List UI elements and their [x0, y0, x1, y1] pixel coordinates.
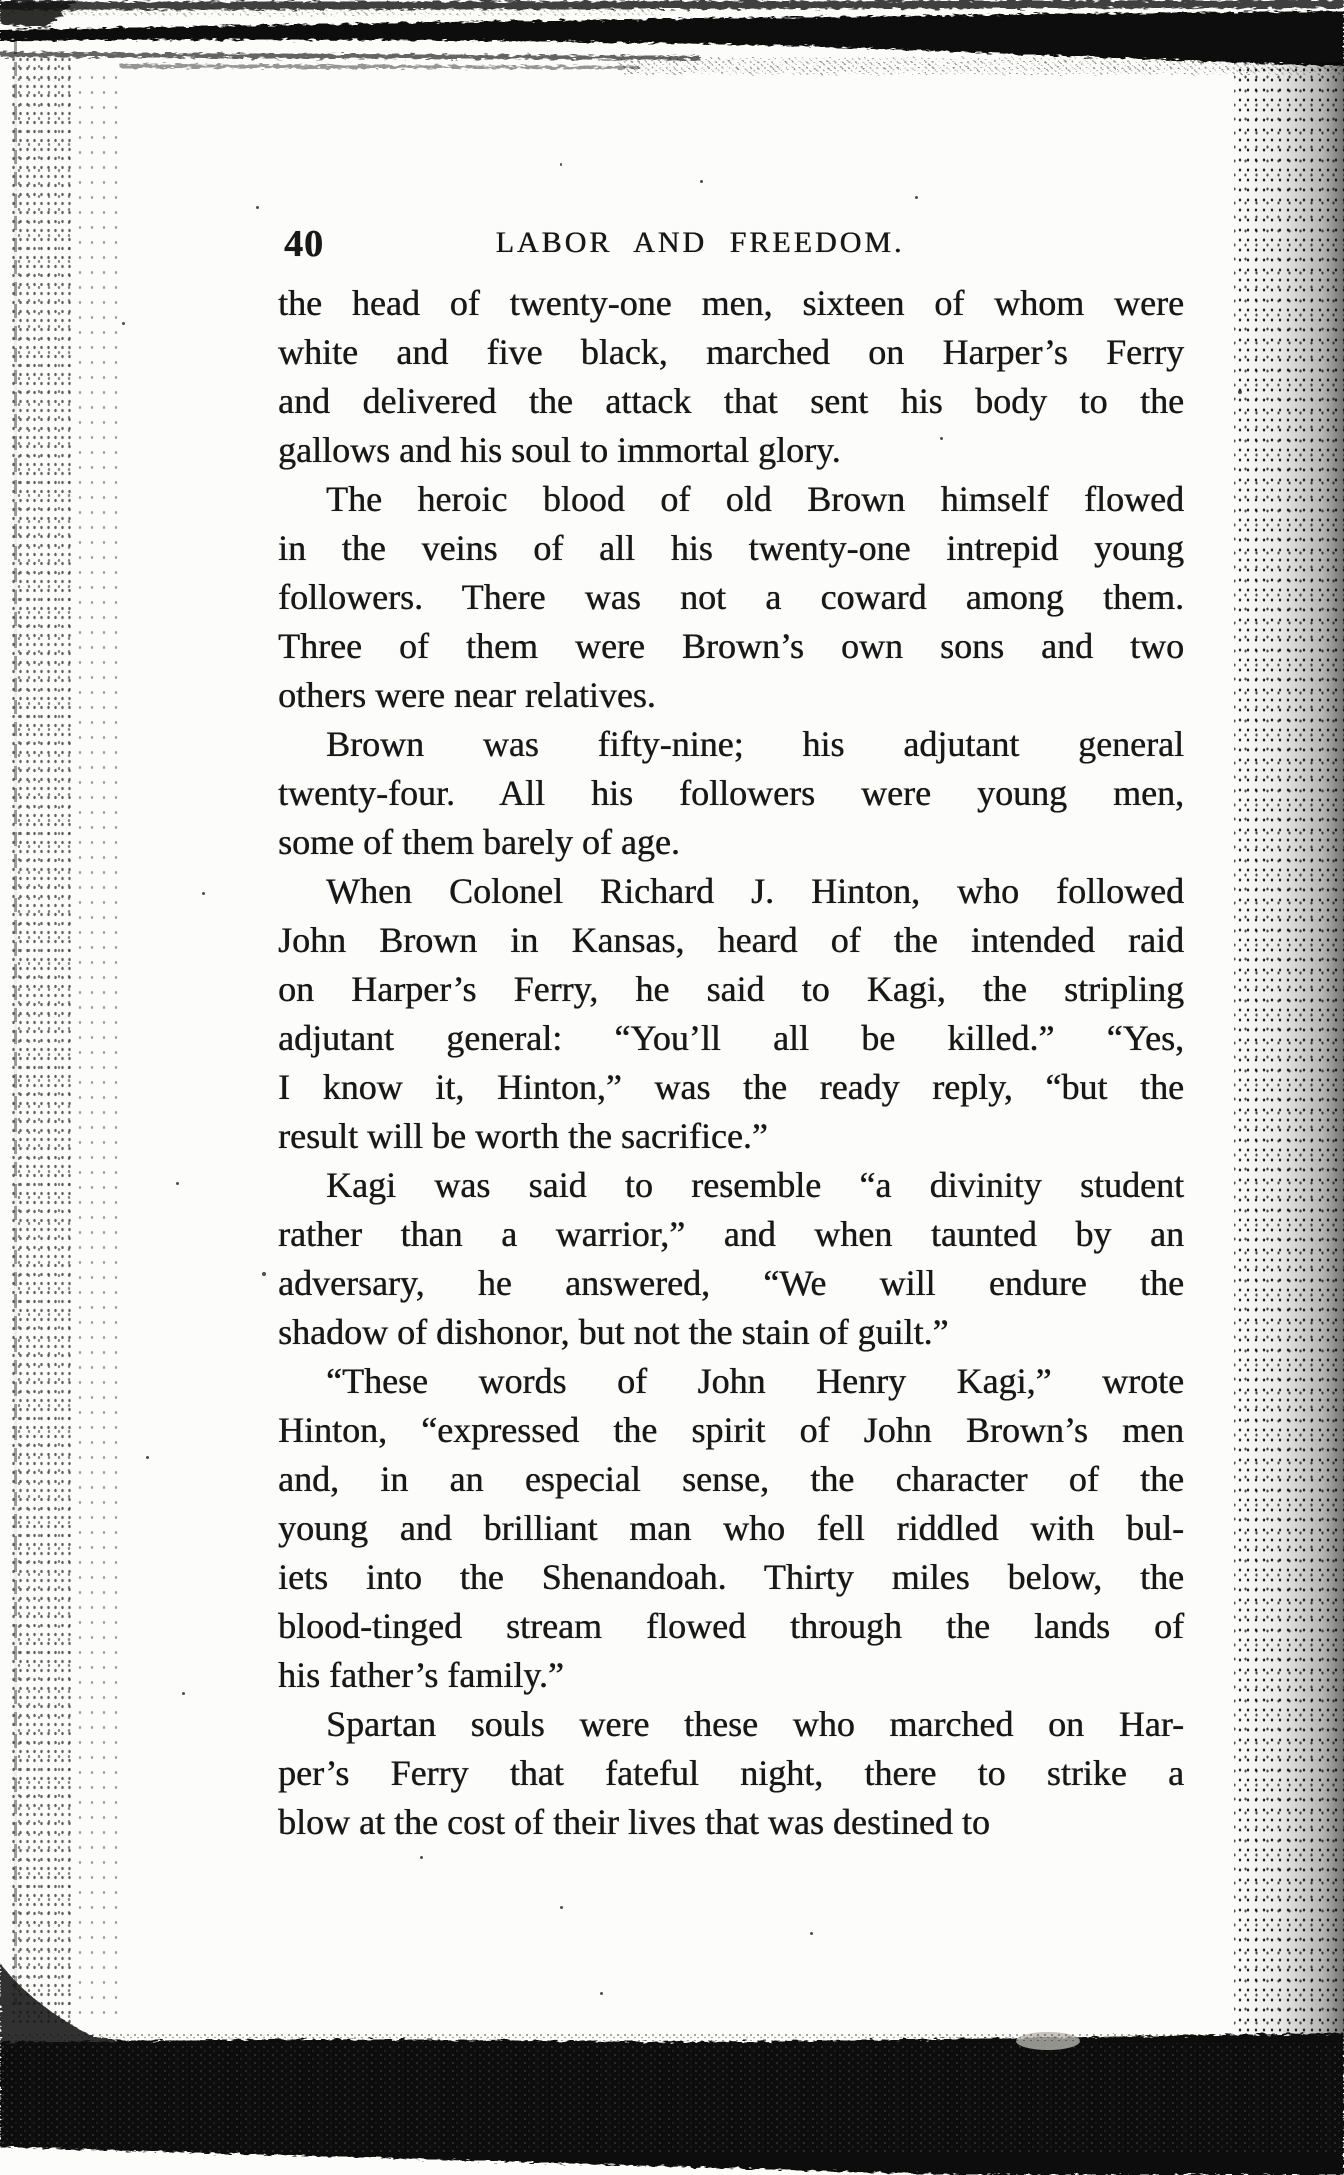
scan-noise-left-outer — [74, 70, 118, 2015]
scan-speck — [262, 1272, 266, 1276]
text-line: and, in an especial sense, the character of the — [278, 1459, 1184, 1499]
text-line: Kagi was said to resemble “a divinity student — [326, 1165, 1184, 1205]
text-line: others were near relatives. — [278, 675, 656, 715]
scan-speck — [176, 1182, 179, 1185]
scan-speck — [1238, 390, 1242, 394]
page-header — [0, 218, 1344, 278]
running-title: LABOR AND FREEDOM. — [495, 226, 905, 259]
scan-speck — [146, 1456, 149, 1459]
paragraph — [278, 1161, 1184, 1357]
text-line: Hinton, “expressed the spirit of John Brown’s men — [278, 1410, 1184, 1450]
scan-speck — [810, 1932, 813, 1935]
text-line: on Harper’s Ferry, he said to Kagi, the stripling — [278, 969, 1184, 1009]
text-line: When Colonel Richard J. Hinton, who followed — [326, 871, 1184, 911]
paragraph — [278, 1357, 1184, 1700]
paragraph — [278, 1700, 1184, 1847]
text-line: his father’s family.” — [278, 1655, 564, 1695]
page-body-text — [278, 279, 1184, 1847]
text-line: gallows and his soul to immortal glory. — [278, 430, 841, 470]
scan-noise-right — [1234, 62, 1344, 2037]
text-line: in the veins of all his twenty-one intrepid young — [278, 528, 1184, 568]
scan-noise-left — [10, 55, 72, 2025]
text-line: white and five black, marched on Harper’s Ferry — [278, 332, 1184, 372]
text-line: followers. There was not a coward among them. — [278, 577, 1184, 617]
text-line: blow at the cost of their lives that was destined to — [278, 1802, 990, 1842]
scan-artifact-bottom-band — [0, 1925, 1344, 2175]
scan-crease-line — [14, 40, 17, 2005]
paragraph — [278, 720, 1184, 867]
text-line: I know it, Hinton,” was the ready reply, “but the — [278, 1067, 1184, 1107]
text-line: result will be worth the sacrifice.” — [278, 1116, 768, 1156]
scan-speck — [600, 1992, 603, 1995]
scan-artifact-top-band — [0, 0, 1344, 95]
text-line: The heroic blood of old Brown himself flowed — [326, 479, 1184, 519]
scan-speck — [122, 322, 125, 325]
text-line: iets into the Shenandoah. Thirty miles below, the — [278, 1557, 1184, 1597]
scan-speck — [915, 196, 918, 199]
text-line: the head of twenty-one men, sixteen of whom were — [278, 283, 1184, 323]
text-line: twenty-four. All his followers were young men, — [278, 773, 1184, 813]
text-line: young and brilliant man who fell riddled with bul- — [278, 1508, 1184, 1548]
scan-speck — [420, 1856, 423, 1859]
text-line: Spartan souls were these who marched on Har- — [326, 1704, 1184, 1744]
paragraph — [278, 279, 1184, 475]
text-line: and delivered the attack that sent his body to the — [278, 381, 1184, 421]
scan-speck — [202, 892, 205, 895]
text-line: blood-tinged stream flowed through the lands of — [278, 1606, 1184, 1646]
text-line: per’s Ferry that fateful night, there to strike a — [278, 1753, 1184, 1793]
scan-speck — [182, 1692, 185, 1695]
text-line: “These words of John Henry Kagi,” wrote — [326, 1361, 1184, 1401]
paragraph — [278, 867, 1184, 1161]
scan-speck — [256, 206, 259, 209]
scan-speck — [940, 437, 943, 440]
text-line: some of them barely of age. — [278, 822, 680, 862]
scan-speck — [700, 180, 703, 183]
text-line: John Brown in Kansas, heard of the intended raid — [278, 920, 1184, 960]
text-line: adversary, he answered, “We will endure the — [278, 1263, 1184, 1303]
scan-speck — [560, 163, 562, 166]
text-line: Brown was fifty-nine; his adjutant general — [326, 724, 1184, 764]
text-line: Three of them were Brown’s own sons and two — [278, 626, 1184, 666]
text-line: adjutant general: “You’ll all be killed.” “Yes, — [278, 1018, 1184, 1058]
paragraph — [278, 475, 1184, 720]
text-line: rather than a warrior,” and when taunted by an — [278, 1214, 1184, 1254]
page-number: 40 — [284, 223, 324, 265]
scan-speck — [560, 1906, 563, 1909]
text-line: shadow of dishonor, but not the stain of guilt.” — [278, 1312, 949, 1352]
